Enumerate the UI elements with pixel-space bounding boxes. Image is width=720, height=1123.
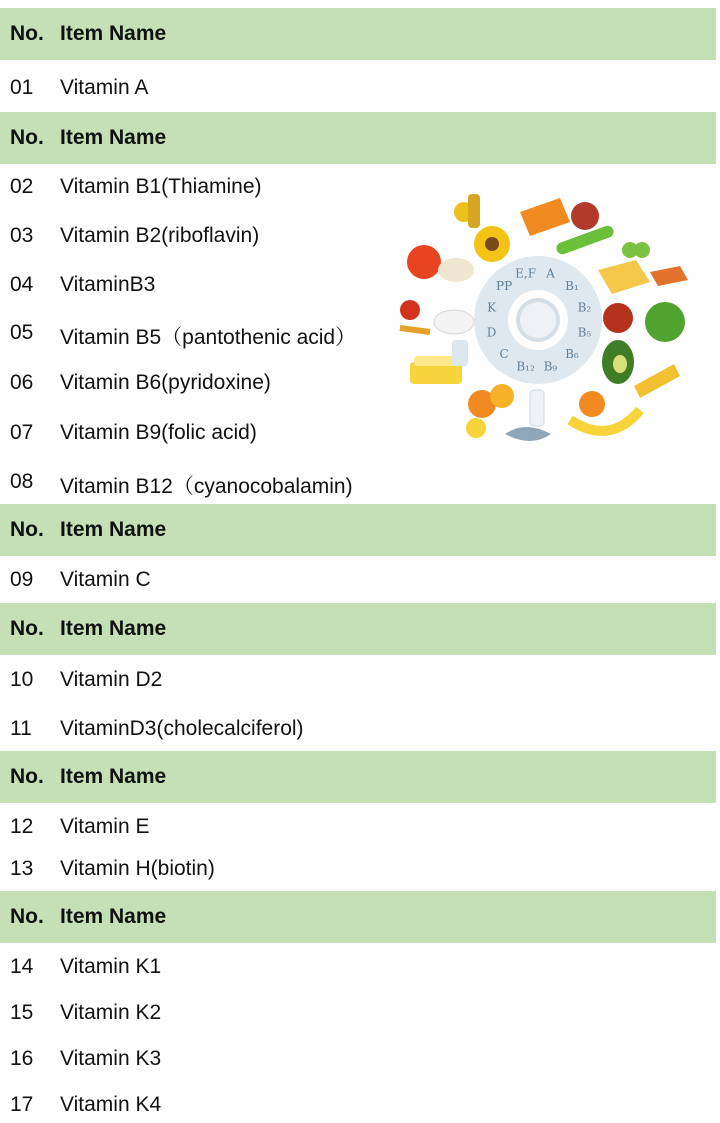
header-no: No. <box>10 126 44 149</box>
item-name: VitaminB3 <box>60 273 156 296</box>
item-name: Vitamin B6(pyridoxine) <box>60 371 271 394</box>
vitamin-label: E,F <box>515 266 537 281</box>
item-no: 08 <box>10 470 34 493</box>
vitamin-label: D <box>486 325 497 340</box>
item-no: 09 <box>10 568 34 591</box>
item-name: Vitamin K4 <box>60 1093 162 1116</box>
item-name: Vitamin K1 <box>60 955 162 978</box>
header-no: No. <box>10 765 44 788</box>
header-no: No. <box>10 22 44 45</box>
item-name: Vitamin C <box>60 568 151 591</box>
header-item-name: Item Name <box>60 617 167 640</box>
item-no: 06 <box>10 371 34 394</box>
item-name: Vitamin B1(Thiamine) <box>60 175 262 198</box>
table-header-row <box>0 504 716 556</box>
vitamin-label: K <box>487 300 497 315</box>
item-name: Vitamin B2(riboflavin) <box>60 224 260 247</box>
item-no: 14 <box>10 955 34 978</box>
item-name: Vitamin E <box>60 815 150 838</box>
header-no: No. <box>10 518 44 541</box>
header-no: No. <box>10 905 44 928</box>
item-no: 12 <box>10 815 34 838</box>
item-name: Vitamin H(biotin) <box>60 857 215 880</box>
item-no: 02 <box>10 175 34 198</box>
item-no: 10 <box>10 668 34 691</box>
item-name: Vitamin B9(folic acid) <box>60 421 257 444</box>
item-name: Vitamin K2 <box>60 1001 162 1024</box>
item-no: 17 <box>10 1093 34 1116</box>
vitamin-label: B₉ <box>543 359 558 374</box>
vitamin-label: C <box>499 346 509 361</box>
item-no: 05 <box>10 321 34 344</box>
item-no: 16 <box>10 1047 34 1070</box>
vitamin-ring <box>474 256 602 384</box>
table-header-row <box>0 603 716 655</box>
header-item-name: Item Name <box>60 518 167 541</box>
table-header-row <box>0 751 716 803</box>
item-no: 04 <box>10 273 34 296</box>
item-no: 07 <box>10 421 34 444</box>
vitamin-label: B₂ <box>577 300 592 315</box>
item-name: Vitamin B5（pantothenic acid） <box>60 326 357 349</box>
vitamin-food-wheel-illustration <box>380 182 716 460</box>
item-name: Vitamin A <box>60 76 149 99</box>
item-no: 01 <box>10 76 34 99</box>
item-no: 03 <box>10 224 34 247</box>
vitamin-label: B₅ <box>577 325 592 340</box>
table-header-row <box>0 891 716 943</box>
vitamin-label: B₆ <box>565 346 579 361</box>
header-no: No. <box>10 617 44 640</box>
item-no: 15 <box>10 1001 34 1024</box>
table-header-row <box>0 8 716 60</box>
item-no: 11 <box>10 717 32 740</box>
header-item-name: Item Name <box>60 22 167 45</box>
header-item-name: Item Name <box>60 905 167 928</box>
item-name: Vitamin D2 <box>60 668 163 691</box>
vitamin-label: B₁₂ <box>516 359 535 374</box>
vitamin-label: PP <box>496 279 513 294</box>
item-no: 13 <box>10 857 34 880</box>
vitamin-label: A <box>546 266 555 281</box>
table-header-row <box>0 112 716 164</box>
item-name: Vitamin B12（cyanocobalamin) <box>60 475 353 498</box>
header-item-name: Item Name <box>60 126 167 149</box>
item-name: Vitamin K3 <box>60 1047 162 1070</box>
item-name: VitaminD3(cholecalciferol) <box>60 717 304 740</box>
vitamin-label: B₁ <box>565 279 579 294</box>
header-item-name: Item Name <box>60 765 167 788</box>
